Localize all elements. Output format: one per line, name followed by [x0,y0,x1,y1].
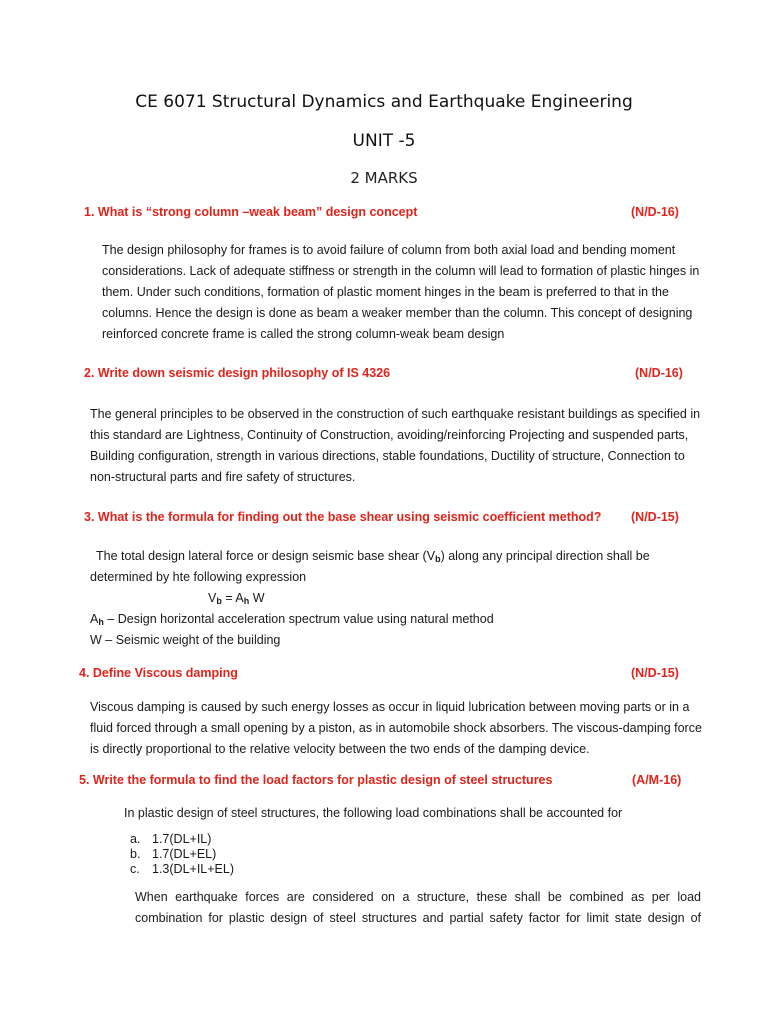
marks-heading: 2 MARKS [350,169,418,187]
ah-text: – Design horizontal acceleration spectrum value using natural method [103,612,494,626]
w-definition: W – Seismic weight of the building [90,633,281,647]
answer-line: The design philosophy for frames is to avoid failure of column from both axial load and bending moment [102,243,676,257]
question-4-answer [90,697,702,760]
question-1-title: 1. What is “strong column –weak beam” design concept [84,205,418,219]
ah-symbol: A [90,612,99,626]
item-label: c. [130,862,140,876]
item-text: 1.3(DL+IL+EL) [152,862,234,876]
formula-eq: = A [221,591,244,605]
answer-line: Building configuration, strength in various directions, stable foundations, Ductility of structure, Connection to [90,449,685,463]
question-2-answer [90,404,702,488]
answer-line: considerations. Lack of adequate stiffness or strength in the column will lead to formation of plastic hinges in [102,264,700,278]
closing-line: When earthquake forces are considered on a structure, these shall be combined as per load [135,890,701,904]
list-item [130,862,234,877]
question-5-title: 5. Write the formula to find the load factors for plastic design of steel structures [79,773,553,787]
list-item [130,847,234,862]
closing-line: combination for plastic design of steel structures and partial safety factor for limit state design of [135,911,701,925]
answer-line: is directly proportional to the relative velocity between the two ends of the damping device. [90,742,590,756]
question-3-code: (N/D-15) [631,510,679,524]
item-label: a. [130,832,141,846]
question-3-title: 3. What is the formula for finding out the base shear using seismic coefficient method? [84,510,602,524]
answer-line: fluid forced through a small opening by a piston, as in automobile shock absorbers. The viscous-damping force [90,721,702,735]
question-1-answer [102,240,702,345]
unit-heading: UNIT -5 [352,131,416,151]
formula-w: W [249,591,265,605]
answer-line: them. Under such conditions, formation of plastic moment hinges in the beam is preferred to that in the [102,285,669,299]
intro-text-end: ) along any principal direction shall be [440,549,650,563]
question-4-code: (N/D-15) [631,666,679,680]
base-shear-formula [208,591,265,606]
question-2-title: 2. Write down seismic design philosophy of IS 4326 [84,366,391,380]
answer-line: non-structural parts and fire safety of structures. [90,470,356,484]
document-title: CE 6071 Structural Dynamics and Earthquake Engineering [135,92,633,112]
vb-subscript: b [435,554,441,564]
answer-line: this standard are Lightness, Continuity of Construction, avoiding/reinforcing Projecting and suspended parts, [90,428,689,442]
intro-text: The total design lateral force or design seismic base shear (V [96,549,436,563]
question-3-intro-2: determined by hte following expression [90,570,307,584]
question-4-title: 4. Define Viscous damping [79,666,238,680]
answer-line: columns. Hence the design is done as beam a weaker member than the column. This concept of designing [102,306,693,320]
item-text: 1.7(DL+IL) [152,832,212,846]
question-5-code: (A/M-16) [632,773,682,787]
answer-line: reinforced concrete frame is called the strong column-weak beam design [102,327,505,341]
answer-line: Viscous damping is caused by such energy losses as occur in liquid lubrication between moving parts or in a [90,700,690,714]
item-text: 1.7(DL+EL) [152,847,217,861]
question-3-intro [96,549,650,564]
answer-line: The general principles to be observed in the construction of such earthquake resistant buildings as specified in [90,407,701,421]
ah-definition [90,612,494,627]
question-5-closing [135,887,701,929]
formula-v-sub: b [216,596,222,606]
item-label: b. [130,847,141,861]
question-1-code: (N/D-16) [631,205,679,219]
load-combination-list [130,832,234,877]
question-5-intro: In plastic design of steel structures, the following load combinations shall be accounted for [124,806,623,820]
formula-v: V [208,591,217,605]
formula-a-sub: h [243,596,250,606]
ah-subscript: h [98,617,104,627]
question-2-code: (N/D-16) [635,366,683,380]
list-item [130,832,234,847]
